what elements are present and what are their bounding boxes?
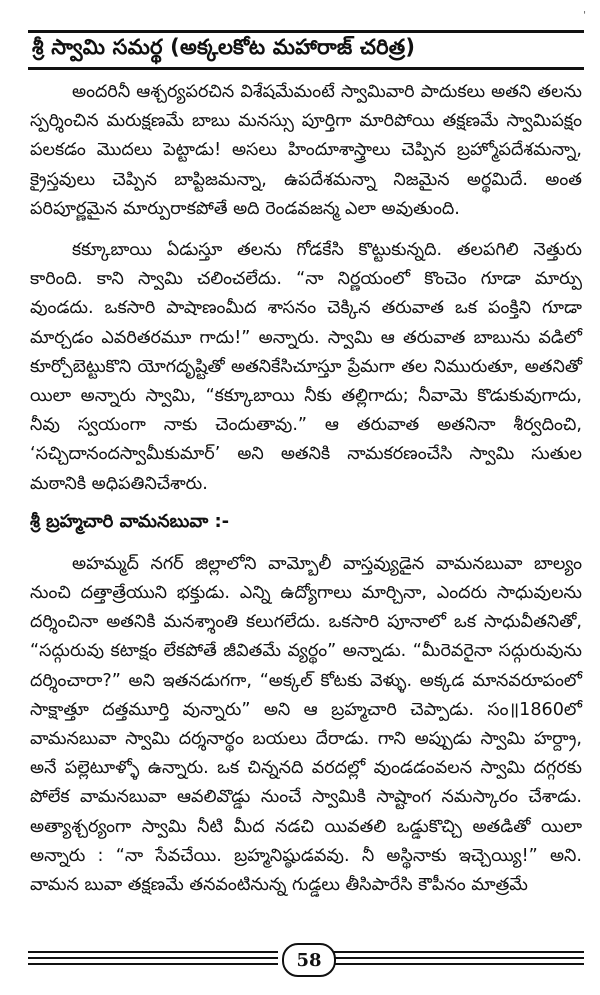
paragraph: కక్కూబాయి ఏడుస్తూ తలను గోడకేసి కొట్టుకున్నది. తలపగిలి నెత్తురు కారింది. కాని స్వామి చలించలేదు. “నా నిర్ణయంలో కొంచెం గూడా మార్పు వుండదు. ఒకసారి పాషాణంమీద శాసనం చెక్కిన తరువాత ఒక పంక్తిని గూడా మార్చడం ఎవరితరమూ గాదు!” అన్నారు. స్వామి ఆ తరువాత బాబును వడిలో కూర్చోబెట్టుకొని యోగదృష్టితో అతనికేసిచూస్తూ ప్రేమగా తల నిమురుతూ, అతనితో యిలా అన్నారు స్వామి, “కక్కూబాయి నీకు తల్లిగాదు; నీవామె కొడుకువుగాదు, నీవు స్వయంగా నాకు చెందుతావు.” ఆ తరువాత అతనినా శీర్వదించి, ‘సచ్చిదానందస్వామీకుమార్’ అని అతనికి నామకరణంచేసి స్వామి సుతుల మఠానికి అధిపతినిచేశారు. [30, 240, 582, 494]
footer-rule [28, 957, 278, 959]
footer-rule [334, 951, 584, 953]
running-header [28, 30, 584, 70]
corner-mark: ' [583, 10, 586, 21]
footer-rule [28, 963, 278, 965]
running-header-title: శ్రీ స్వామి సమర్థ (అక్కలకోట మహారాజ్ చరిత్ర) [32, 35, 416, 59]
footer-rule [28, 951, 278, 953]
footer-rule [334, 957, 584, 959]
footer-rule [334, 963, 584, 965]
body-text [30, 78, 582, 912]
section-heading: శ్రీ బ్రహ్మచారి వామనబువా :- [30, 510, 230, 532]
paragraph: అహమ్మద్ నగర్ జిల్లాలోని వామ్బోలీ వాస్తవ్యుడైన వామనబువా బాల్యం నుంచి దత్తాత్రేయుని భక్తుడు. ఎన్ని ఉద్యోగాలు మార్చినా, ఎందరు సాధువులను దర్శించినా అతనికి మనశ్శాంతి కలుగలేదు. ఒకసారి పూనాలో ఒక సాధువీతనితో, “సద్గురువు కటాక్షం లేకపోతే జీవితమే వ్యర్థం” అన్నాడు. “మీరెవరైనా సద్గురువును దర్శించారా?” అని ఇతనడుగగా, “అక్కల్ కోటకు వెళ్ళు. అక్కడ మానవరూపంలో సాక్షాత్తూ దత్తమూర్తి వున్నారు” అని ఆ బ్రహ్మచారి చెప్పాడు. సం॥1860లో వామనబువా స్వామి దర్శనార్థం బయలు దేరాడు. గాని అప్పుడు స్వామి హర్ద్రా, అనే పల్లెటూళ్ళో ఉన్నారు. ఒక చిన్ననది వరదల్లో వుండడంవలన స్వామి దగ్గరకు పోలేక వామనబువా ఆవలివొడ్డు నుంచే స్వామికి సాష్టాంగ నమస్కారం చేశాడు. అత్యాశ్చర్యంగా స్వామి నీటి మీద నడచి యివతలి ఒడ్డుకొచ్చి అతడితో యిలా అన్నారు : “నా సేవచేయి. బ్రహ్మనిష్ఠుడవవు. నీ అస్థినాకు ఇచ్చెయ్యి!” అని. వామన బువా తక్షణమే తనవంటినున్న గుడ్డలు తీసిపారేసి కౌపీనం మాత్రమే [30, 553, 582, 896]
page-footer [28, 943, 584, 983]
page-number: 58 [282, 943, 336, 977]
paragraph: అందరినీ ఆశ్చర్యపరచిన విశేషమేమంటే స్వామివారి పాదుకలు అతని తలను స్పర్శించిన మరుక్షణమే బాబు మనస్సు పూర్తిగా మారిపోయి తక్షణమే స్వామిపక్షం పలకడం మొదలు పెట్టాడు! అసలు హిందూశాస్త్రాలు చెప్పిన బ్రహ్మోపదేశమన్నా, క్రైస్తవులు చెప్పిన బాప్టిజమన్నా, ఉపదేశమన్నా నిజమైన అర్థమిదే. అంత పరిపూర్ణమైన మార్పురాకపోతే అది రెండవజన్మ ఎలా అవుతుంది. [30, 82, 582, 219]
